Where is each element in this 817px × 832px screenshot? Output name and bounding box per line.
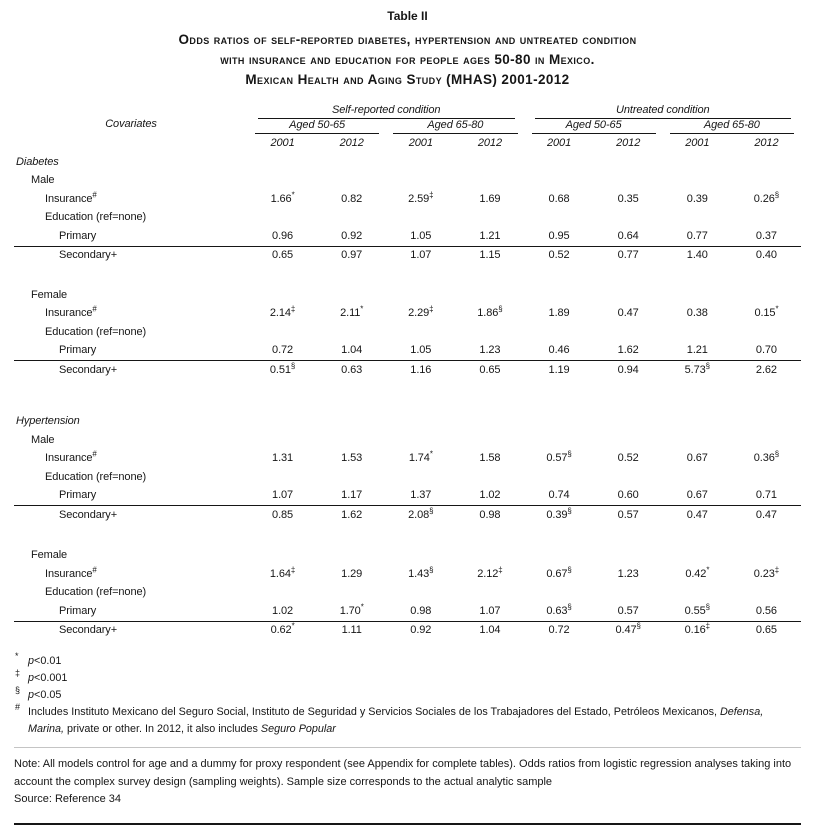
or-value-cell: 2.14‡	[269, 304, 296, 319]
or-value-cell: 0.57	[617, 604, 639, 617]
row-label: Secondary+	[14, 621, 248, 640]
footnote-line: * p<0.01	[15, 651, 62, 667]
or-value-cell: 0.60	[617, 489, 639, 501]
or-value-cell: 0.72	[272, 344, 294, 356]
or-value-cell: 0.52	[525, 246, 594, 265]
table-row	[14, 450, 801, 469]
or-value-cell: 1.17	[341, 489, 363, 501]
significance-marker: §	[636, 621, 641, 631]
footnote-marker: #	[92, 304, 97, 314]
covariates-header: Covariates	[105, 117, 157, 130]
row-label: Secondary+	[14, 506, 248, 525]
or-value-cell: 0.52	[617, 452, 639, 464]
or-value-cell: 2.62	[732, 361, 801, 380]
table-row	[14, 565, 801, 584]
significance-marker: ‡	[705, 621, 710, 631]
table-row	[14, 547, 801, 566]
table-title-line-2: with insurance and education for people ages 50-80 in Mexico.	[220, 52, 595, 67]
significance-marker: §	[774, 449, 780, 459]
significance-marker: §	[705, 360, 710, 370]
row-label: Education (ref=none)	[45, 470, 147, 483]
row-label: Education (ref=none)	[45, 325, 147, 338]
table-row	[14, 584, 801, 603]
or-value-cell: 0.63§	[546, 601, 572, 617]
year-header: 2012	[339, 137, 364, 149]
or-value-cell: 1.31	[272, 452, 294, 464]
or-value-cell: 0.71	[755, 489, 777, 501]
or-value-cell: 1.69	[479, 192, 501, 205]
or-value-cell: 0.56	[755, 604, 777, 617]
table-title-line-3: Mexican Health and Aging Study (MHAS) 2001-2012	[245, 72, 570, 87]
or-value-cell: 0.51§	[248, 361, 317, 380]
or-value-cell: 0.72	[525, 621, 594, 640]
or-value-cell: 0.55§	[684, 601, 710, 617]
spacer-row	[14, 525, 801, 547]
significance-marker: §	[705, 601, 710, 611]
row-label: Insurance#	[45, 564, 97, 580]
or-value-cell: 0.95	[548, 229, 570, 242]
spacer-row	[14, 265, 801, 286]
or-value-cell: 0.47§	[594, 621, 663, 640]
significance-marker: ‡	[429, 189, 434, 199]
or-value-cell: 1.07	[386, 246, 455, 265]
bottom-rule	[14, 823, 801, 825]
or-value-cell: 0.98	[455, 506, 524, 525]
or-value-cell: 0.46	[548, 344, 570, 356]
or-value-cell: 0.92	[386, 621, 455, 640]
significance-marker: *	[360, 601, 364, 611]
or-value-cell: 0.70	[755, 344, 777, 356]
group-label: Female	[31, 549, 68, 561]
table-header	[14, 104, 801, 153]
table-row	[14, 172, 801, 191]
table-row	[14, 342, 801, 361]
or-value-cell: 1.04	[341, 344, 363, 356]
table-row	[14, 153, 801, 172]
or-value-cell: 1.16	[386, 361, 455, 380]
or-value-cell: 1.21	[479, 229, 501, 242]
table-row	[14, 209, 801, 228]
row-label: Education (ref=none)	[45, 211, 147, 223]
or-value-cell: 0.65	[248, 246, 317, 265]
or-value-cell: 1.89	[548, 307, 570, 319]
or-value-cell: 1.07	[479, 604, 501, 617]
group-label: Male	[31, 174, 55, 186]
significance-marker: ‡	[290, 304, 296, 314]
or-value-cell: 1.07	[272, 489, 294, 501]
significance-marker: §	[429, 505, 434, 515]
row-label: Insurance#	[45, 449, 97, 464]
or-value-cell: 0.65	[732, 621, 801, 640]
row-label: Primary	[59, 489, 97, 501]
significance-marker: §	[567, 564, 572, 574]
table-number: Table II	[387, 9, 428, 23]
age-header-4: Aged 65-80	[663, 119, 801, 134]
or-value-cell: 0.38	[686, 307, 708, 319]
spacer-row	[14, 380, 801, 413]
or-value-cell: 2.08§	[386, 506, 455, 525]
or-value-cell: 0.42*	[685, 564, 710, 580]
or-value-cell: 1.66*	[270, 189, 295, 205]
source-text: Source: Reference 34	[14, 793, 122, 805]
or-value-cell: 0.39	[686, 192, 708, 205]
table-row	[14, 323, 801, 342]
or-value-cell: 1.02	[479, 489, 501, 501]
footnotes	[14, 653, 801, 738]
or-value-cell: 1.23	[479, 344, 501, 356]
footnote-marker: #	[92, 449, 97, 459]
or-value-cell: 1.02	[272, 604, 294, 617]
row-label: Education (ref=none)	[45, 586, 147, 598]
row-label: Primary	[59, 229, 97, 242]
or-value-cell: 0.47	[617, 307, 639, 319]
or-value-cell: 0.35	[617, 192, 639, 205]
table-row	[14, 468, 801, 487]
table-row	[14, 305, 801, 324]
table-row	[14, 227, 801, 246]
significance-marker: §	[567, 601, 572, 611]
or-value-cell: 1.64‡	[269, 564, 296, 580]
table-row	[14, 286, 801, 305]
or-value-cell: 1.05	[410, 229, 432, 242]
or-value-cell: 0.77	[686, 229, 708, 242]
year-header: 2001	[685, 137, 710, 149]
year-header: 2012	[477, 137, 502, 149]
odds-ratio-table	[14, 104, 801, 640]
age-header-1: Aged 50-65	[248, 119, 386, 134]
or-value-cell: 2.11*	[340, 304, 364, 319]
footnote-divider	[14, 747, 801, 748]
or-value-cell: 1.40	[663, 246, 732, 265]
year-header: 2001	[547, 137, 572, 149]
age-header-2: Aged 65-80	[386, 119, 524, 134]
or-value-cell: 1.15	[455, 246, 524, 265]
year-header: 2012	[616, 137, 641, 149]
or-value-cell: 1.11	[317, 621, 386, 640]
or-value-cell: 1.21	[686, 344, 708, 356]
significance-marker: §	[290, 360, 296, 370]
or-value-cell: 1.53	[341, 452, 363, 464]
or-value-cell: 0.37	[755, 229, 777, 242]
group-header-untreated: Untreated condition	[525, 104, 802, 119]
group-label: Female	[31, 288, 68, 301]
or-value-cell: 0.94	[594, 361, 663, 380]
significance-marker: *	[775, 304, 779, 314]
footnote-marker: #	[92, 189, 97, 199]
or-value-cell: 0.67§	[546, 564, 572, 580]
or-value-cell: 0.23‡	[753, 564, 780, 580]
or-value-cell: 1.58	[479, 452, 501, 464]
or-value-cell: 0.92	[341, 229, 363, 242]
or-value-cell: 0.57	[594, 506, 663, 525]
or-value-cell: 0.96	[272, 229, 294, 242]
table-row	[14, 413, 801, 432]
or-value-cell: 0.40	[732, 246, 801, 265]
group-header-self-reported: Self-reported condition	[248, 104, 525, 119]
note-text: Note: All models control for age and a dummy for proxy respondent (see Appendix for complete tables). Odds ratios from logistic regression analyses taking into account the complex survey design (sampling weights). Sample size corresponds to the actual analytic sample	[14, 758, 792, 788]
significance-marker: *	[291, 621, 295, 631]
significance-marker: §	[429, 564, 434, 574]
significance-marker: §	[567, 505, 572, 515]
table-row	[14, 487, 801, 506]
or-value-cell: 0.67	[686, 452, 708, 464]
year-header: 2012	[754, 137, 779, 149]
footnote-marker: #	[92, 564, 97, 574]
or-value-cell: 2.12‡	[477, 564, 503, 580]
group-label: Male	[31, 433, 55, 446]
age-header-3: Aged 50-65	[525, 119, 663, 134]
table-row	[14, 506, 801, 525]
notes-block	[14, 756, 801, 809]
or-value-cell: 1.74*	[408, 449, 433, 464]
significance-marker: *	[429, 449, 433, 459]
table-row	[14, 361, 801, 380]
row-label: Insurance#	[45, 189, 97, 205]
or-value-cell: 0.39§	[525, 506, 594, 525]
or-value-cell: 0.67	[686, 489, 708, 501]
or-value-cell: 0.77	[594, 246, 663, 265]
or-value-cell: 1.43§	[408, 564, 434, 580]
significance-marker: ‡	[498, 564, 503, 574]
or-value-cell: 1.62	[317, 506, 386, 525]
row-label: Insurance#	[45, 304, 97, 319]
or-value-cell: 0.64	[617, 229, 639, 242]
or-value-cell: 0.62*	[248, 621, 317, 640]
or-value-cell: 0.68	[548, 192, 570, 205]
or-value-cell: 0.74	[548, 489, 570, 501]
table-row	[14, 602, 801, 621]
table-row	[14, 431, 801, 450]
or-value-cell: 0.47	[732, 506, 801, 525]
table-row	[14, 246, 801, 265]
or-value-cell: 1.04	[455, 621, 524, 640]
or-value-cell: 1.37	[410, 489, 432, 501]
or-value-cell: 0.47	[663, 506, 732, 525]
or-value-cell: 5.73§	[663, 361, 732, 380]
or-value-cell: 1.62	[617, 344, 639, 356]
significance-marker: §	[498, 304, 503, 314]
significance-marker: *	[706, 564, 710, 574]
section-label: Diabetes	[16, 155, 59, 168]
significance-marker: ‡	[290, 564, 296, 574]
footnote-line: # Includes Instituto Mexicano del Seguro Social, Instituto de Seguridad y Servicios Sociales de los Trabajadores del Estado, Petróleos Mexicanos, Defensa, Marina, private or other. In 2012, it also includes Seguro Popular	[15, 702, 764, 735]
or-value-cell: 0.16‡	[663, 621, 732, 640]
significance-marker: §	[567, 449, 572, 459]
or-value-cell: 0.63	[317, 361, 386, 380]
row-label: Primary	[59, 604, 97, 617]
significance-marker: ‡	[429, 304, 434, 314]
significance-marker: *	[360, 304, 364, 314]
or-value-cell: 0.65	[455, 361, 524, 380]
significance-marker: *	[291, 189, 295, 199]
row-label: Secondary+	[14, 361, 248, 380]
or-value-cell: 0.98	[410, 604, 432, 617]
or-value-cell: 0.82	[341, 192, 363, 205]
table-title-line-1: Odds ratios of self-reported diabetes, hypertension and untreated condition	[178, 32, 637, 47]
or-value-cell: 2.29‡	[408, 304, 434, 319]
or-value-cell: 2.59‡	[408, 189, 434, 205]
or-value-cell: 0.85	[248, 506, 317, 525]
or-value-cell: 1.05	[410, 344, 432, 356]
or-value-cell: 1.19	[525, 361, 594, 380]
title-block	[14, 9, 801, 90]
significance-marker: ‡	[774, 564, 780, 574]
significance-marker: §	[774, 189, 780, 199]
or-value-cell: 1.70*	[339, 601, 364, 617]
footnote-line: § p<0.05	[15, 685, 62, 701]
row-label: Primary	[59, 344, 97, 356]
or-value-cell: 0.97	[317, 246, 386, 265]
table-body	[14, 153, 801, 640]
or-value-cell: 1.86§	[477, 304, 503, 319]
year-header: 2001	[270, 137, 295, 149]
or-value-cell: 0.57§	[546, 449, 572, 464]
year-header: 2001	[408, 137, 433, 149]
or-value-cell: 1.23	[617, 567, 639, 580]
or-value-cell: 0.26§	[753, 189, 780, 205]
section-label: Hypertension	[16, 415, 80, 427]
or-value-cell: 0.36§	[753, 449, 780, 464]
footnote-line: ‡ p<0.001	[15, 668, 68, 684]
or-value-cell: 0.15*	[754, 304, 779, 319]
or-value-cell: 1.29	[341, 567, 363, 580]
table-row	[14, 621, 801, 640]
row-label: Secondary+	[14, 246, 248, 265]
table-row	[14, 190, 801, 209]
